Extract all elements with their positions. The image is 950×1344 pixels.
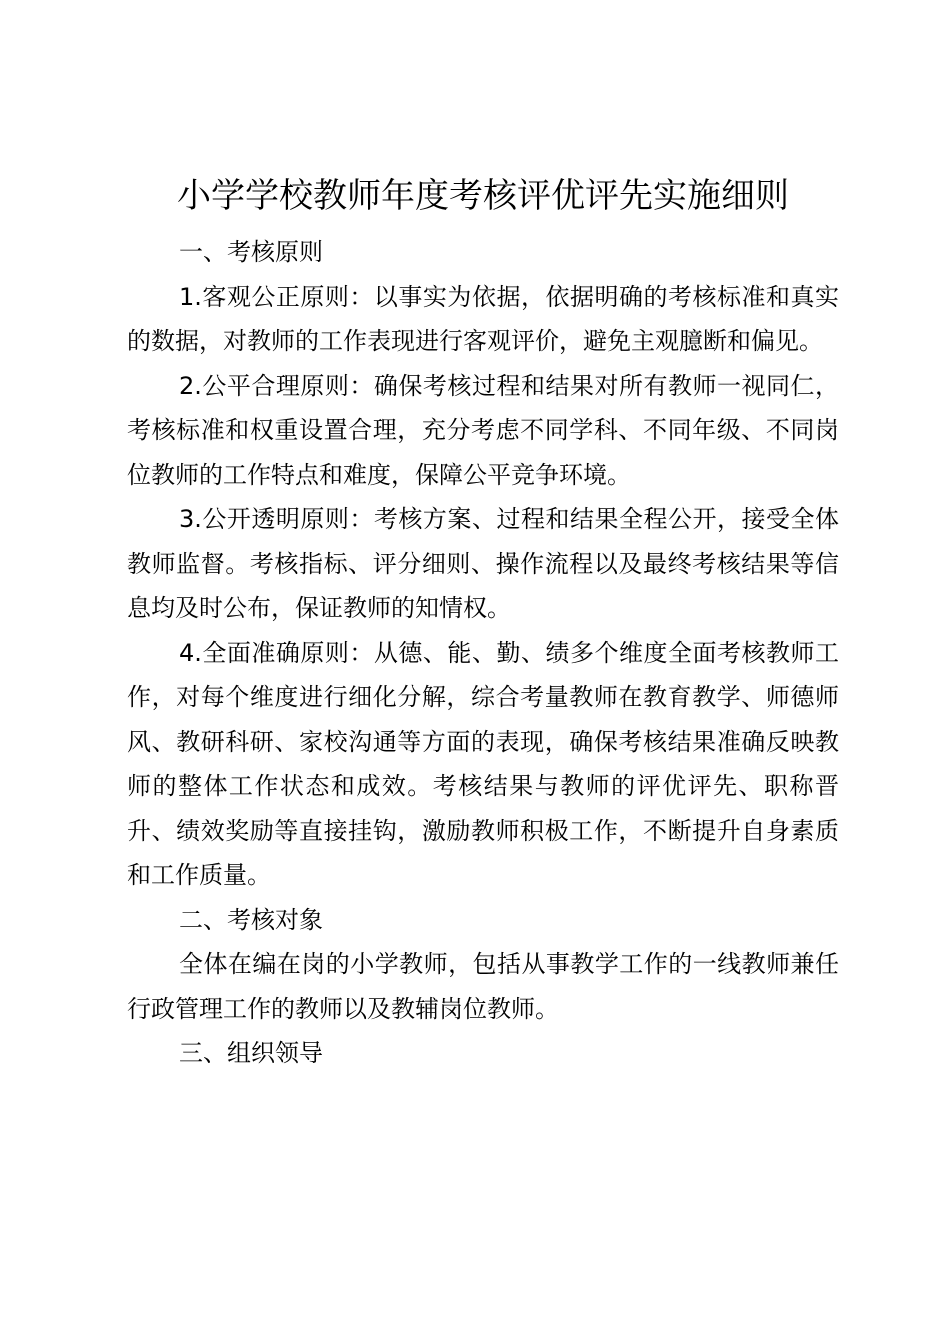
principle-transparency-paragraph: 3.公开透明原则：考核方案、过程和结果全程公开，接受全体教师监督。考核指标、评分细则、操作流程以及最终考核结果等信息均及时公布，保证教师的知情权。: [127, 505, 839, 622]
targets-paragraph: 全体在编在岗的小学教师，包括从事教学工作的一线教师兼任行政管理工作的教师以及教辅岗位教师。: [127, 950, 839, 1023]
principle-fairness-paragraph: 2.公平合理原则：确保考核过程和结果对所有教师一视同仁，考核标准和权重设置合理，充分考虑不同学科、不同年级、不同岗位教师的工作特点和难度，保障公平竞争环境。: [127, 371, 839, 489]
section-heading-targets: 二、考核对象: [179, 905, 323, 934]
section-heading-organization: 三、组织领导: [179, 1039, 323, 1067]
principle-comprehensive-paragraph: 4.全面准确原则：从德、能、勤、绩多个维度全面考核教师工作，对每个维度进行细化分解，综合考量教师在教育教学、师德师风、教研科研、家校沟通等方面的表现，确保考核结果准确反映教师的整体工作状态和成效。考核结果与教师的评优评先、职称晋升、绩效奖励等直接挂钩，激励教师积极工作，不断提升自身素质和工作质量。: [127, 638, 839, 889]
document-title: 小学学校教师年度考核评优评先实施细则: [177, 176, 789, 216]
document-page: [127, 168, 839, 1076]
section-heading-principles: 一、考核原则: [179, 238, 323, 266]
principle-objective-paragraph: 1.客观公正原则：以事实为依据，依据明确的考核标准和真实的数据，对教师的工作表现进行客观评价，避免主观臆断和偏见。: [127, 282, 839, 355]
